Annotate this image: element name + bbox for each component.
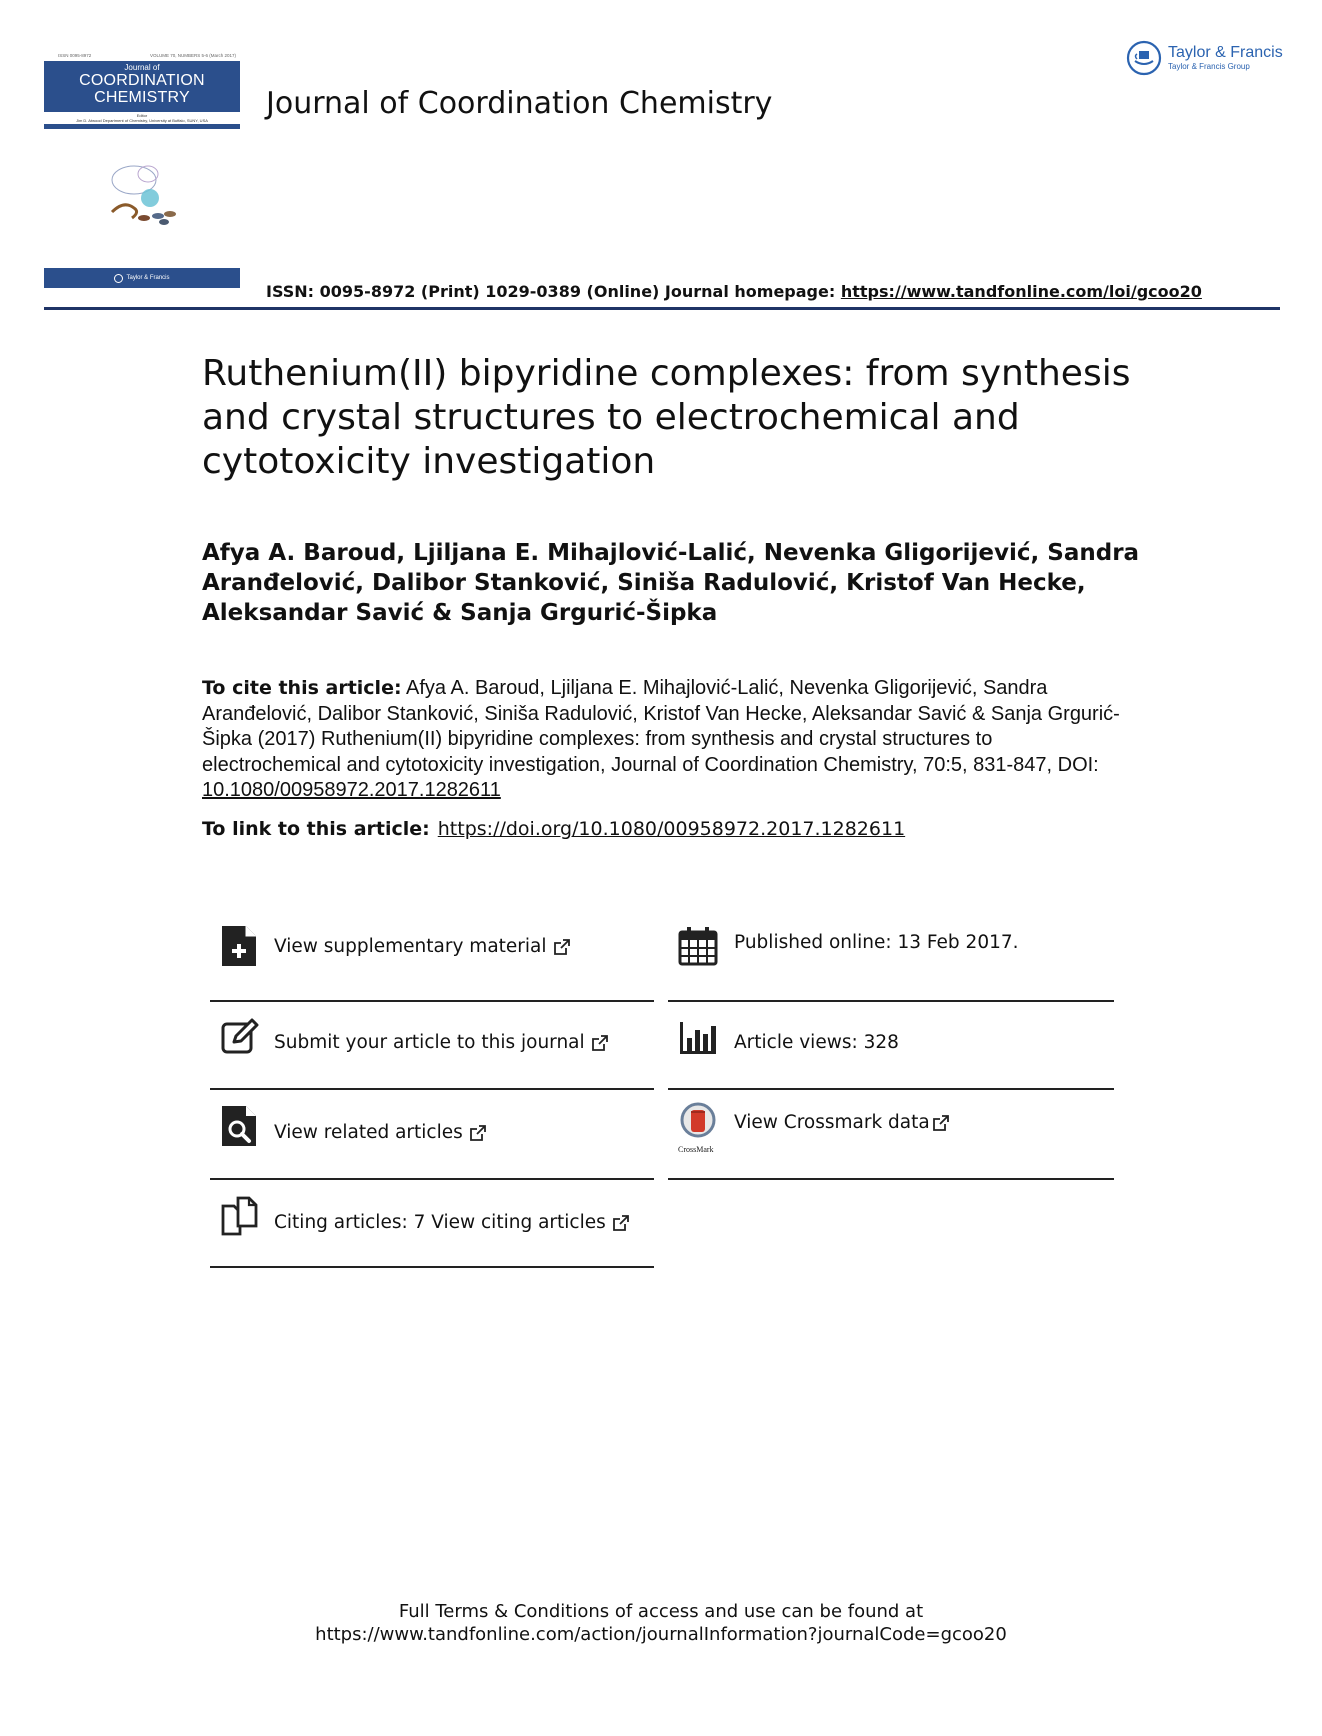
document-plus-icon — [220, 924, 260, 968]
published-online-item — [668, 914, 1114, 1002]
submit-article-label: Submit your article to this journal — [274, 1032, 585, 1053]
citing-articles-label: Citing articles: 7 View citing articles — [274, 1212, 606, 1233]
publisher-logo — [1126, 38, 1286, 78]
supplementary-material-label: View supplementary material — [274, 936, 547, 957]
cite-doi-link[interactable]: 10.1080/00958972.2017.1282611 — [202, 779, 501, 801]
cover-journal-big-1: COORDINATION — [79, 72, 205, 89]
edit-icon — [220, 1014, 260, 1058]
copy-documents-icon — [220, 1194, 260, 1238]
cover-editor — [44, 112, 240, 124]
header-divider — [44, 307, 1280, 310]
journal-homepage-link[interactable]: https://www.tandfonline.com/loi/gcoo20 — [840, 282, 1202, 301]
article-views-label: Article views: 328 — [734, 1032, 899, 1053]
cover-publisher: Taylor & Francis — [126, 275, 170, 281]
article-title: Ruthenium(II) bipyridine complexes: from synthesis and crystal structures to electrochemical and cytotoxicity investigation — [202, 353, 1131, 482]
publisher-group: Taylor & Francis Group — [1168, 62, 1250, 71]
cover-publisher-band — [44, 268, 240, 288]
crossmark-label: View Crossmark data — [734, 1112, 930, 1133]
cover-journal-small: Journal of — [124, 63, 160, 72]
submit-article-item[interactable] — [210, 1002, 654, 1090]
cite-text: Afya A. Baroud, Ljiljana E. Mihajlović-Lalić, Nevenka Gligorijević, Sandra Aranđelović, Dalibor Stanković, Siniša Radulović, Kristof Van Hecke, Aleksandar Savić & Sanja Grgurić-Šipka (2017) Ruthenium(II) bipyridine complexes: from synthesis and crystal structures to electrochemical and cytotoxicity investigation, Journal of Coordination Chemistry, 70:5, 831-847, DOI: — [202, 677, 1120, 776]
external-link-icon — [469, 1124, 487, 1142]
footer-line-1: Full Terms & Conditions of access and use can be found at — [398, 1601, 924, 1622]
crossmark-icon — [678, 1102, 722, 1142]
cover-editor-label: Editor — [136, 113, 148, 118]
cover-volume: VOLUME 70, NUMBERS 5-6 (March 2017) — [149, 53, 236, 58]
issn-line — [266, 282, 1202, 301]
cover-illustration-icon — [104, 160, 184, 230]
citing-articles-item[interactable] — [210, 1180, 654, 1268]
cover-topline — [44, 52, 240, 60]
external-link-icon — [932, 1114, 950, 1132]
terms-footer — [0, 1600, 1322, 1646]
crossmark-logo-text: CrossMark — [678, 1145, 714, 1154]
publisher-name: Taylor & Francis — [1168, 44, 1283, 61]
cover-title-band — [44, 61, 240, 112]
article-views-item — [668, 1002, 1114, 1090]
cover-publisher-icon — [114, 274, 123, 283]
related-articles-item[interactable] — [210, 1092, 654, 1180]
article-authors: Afya A. Baroud, Ljiljana E. Mihajlović-Lalić, Nevenka Gligorijević, Sandra Aranđelović, Dalibor Stanković, Siniša Radulović, Kristof Van Hecke, Aleksandar Savić & Sanja Grgurić-Šipka — [202, 540, 1140, 626]
published-online-label: Published online: 13 Feb 2017. — [734, 932, 1019, 953]
crossmark-item[interactable] — [668, 1092, 1114, 1180]
crossmark-logo — [678, 1102, 722, 1152]
issn-text: ISSN: 0095-8972 (Print) 1029-0389 (Online) Journal homepage: — [266, 282, 841, 301]
cover-issn: ISSN 0095-8972 — [58, 53, 92, 58]
external-link-icon — [612, 1214, 630, 1232]
external-link-icon — [553, 938, 571, 956]
cover-editor-bar — [44, 124, 240, 129]
external-link-icon — [591, 1034, 609, 1052]
cover-journal-big-2: CHEMISTRY — [94, 89, 190, 106]
journal-title: Journal of Coordination Chemistry — [266, 86, 773, 121]
calendar-icon — [678, 924, 718, 968]
cite-label: To cite this article: — [202, 677, 402, 699]
related-articles-label: View related articles — [274, 1122, 463, 1143]
document-search-icon — [220, 1104, 260, 1148]
journal-cover — [44, 52, 240, 292]
article-doi-link[interactable]: https://doi.org/10.1080/00958972.2017.1282611 — [437, 818, 906, 840]
bar-chart-icon — [678, 1016, 718, 1060]
link-label: To link to this article: — [202, 818, 430, 840]
supplementary-material-item[interactable] — [210, 914, 654, 1002]
article-link-block — [202, 818, 905, 840]
footer-terms-link[interactable]: https://www.tandfonline.com/action/journalInformation?journalCode=gcoo20 — [315, 1624, 1007, 1645]
taylor-francis-logo-icon — [1126, 40, 1162, 76]
cover-editor-name: Jim D. Atwood Department of Chemistry, University at Buffalo, SUNY, USA — [76, 118, 208, 123]
citation-block — [202, 676, 1132, 804]
